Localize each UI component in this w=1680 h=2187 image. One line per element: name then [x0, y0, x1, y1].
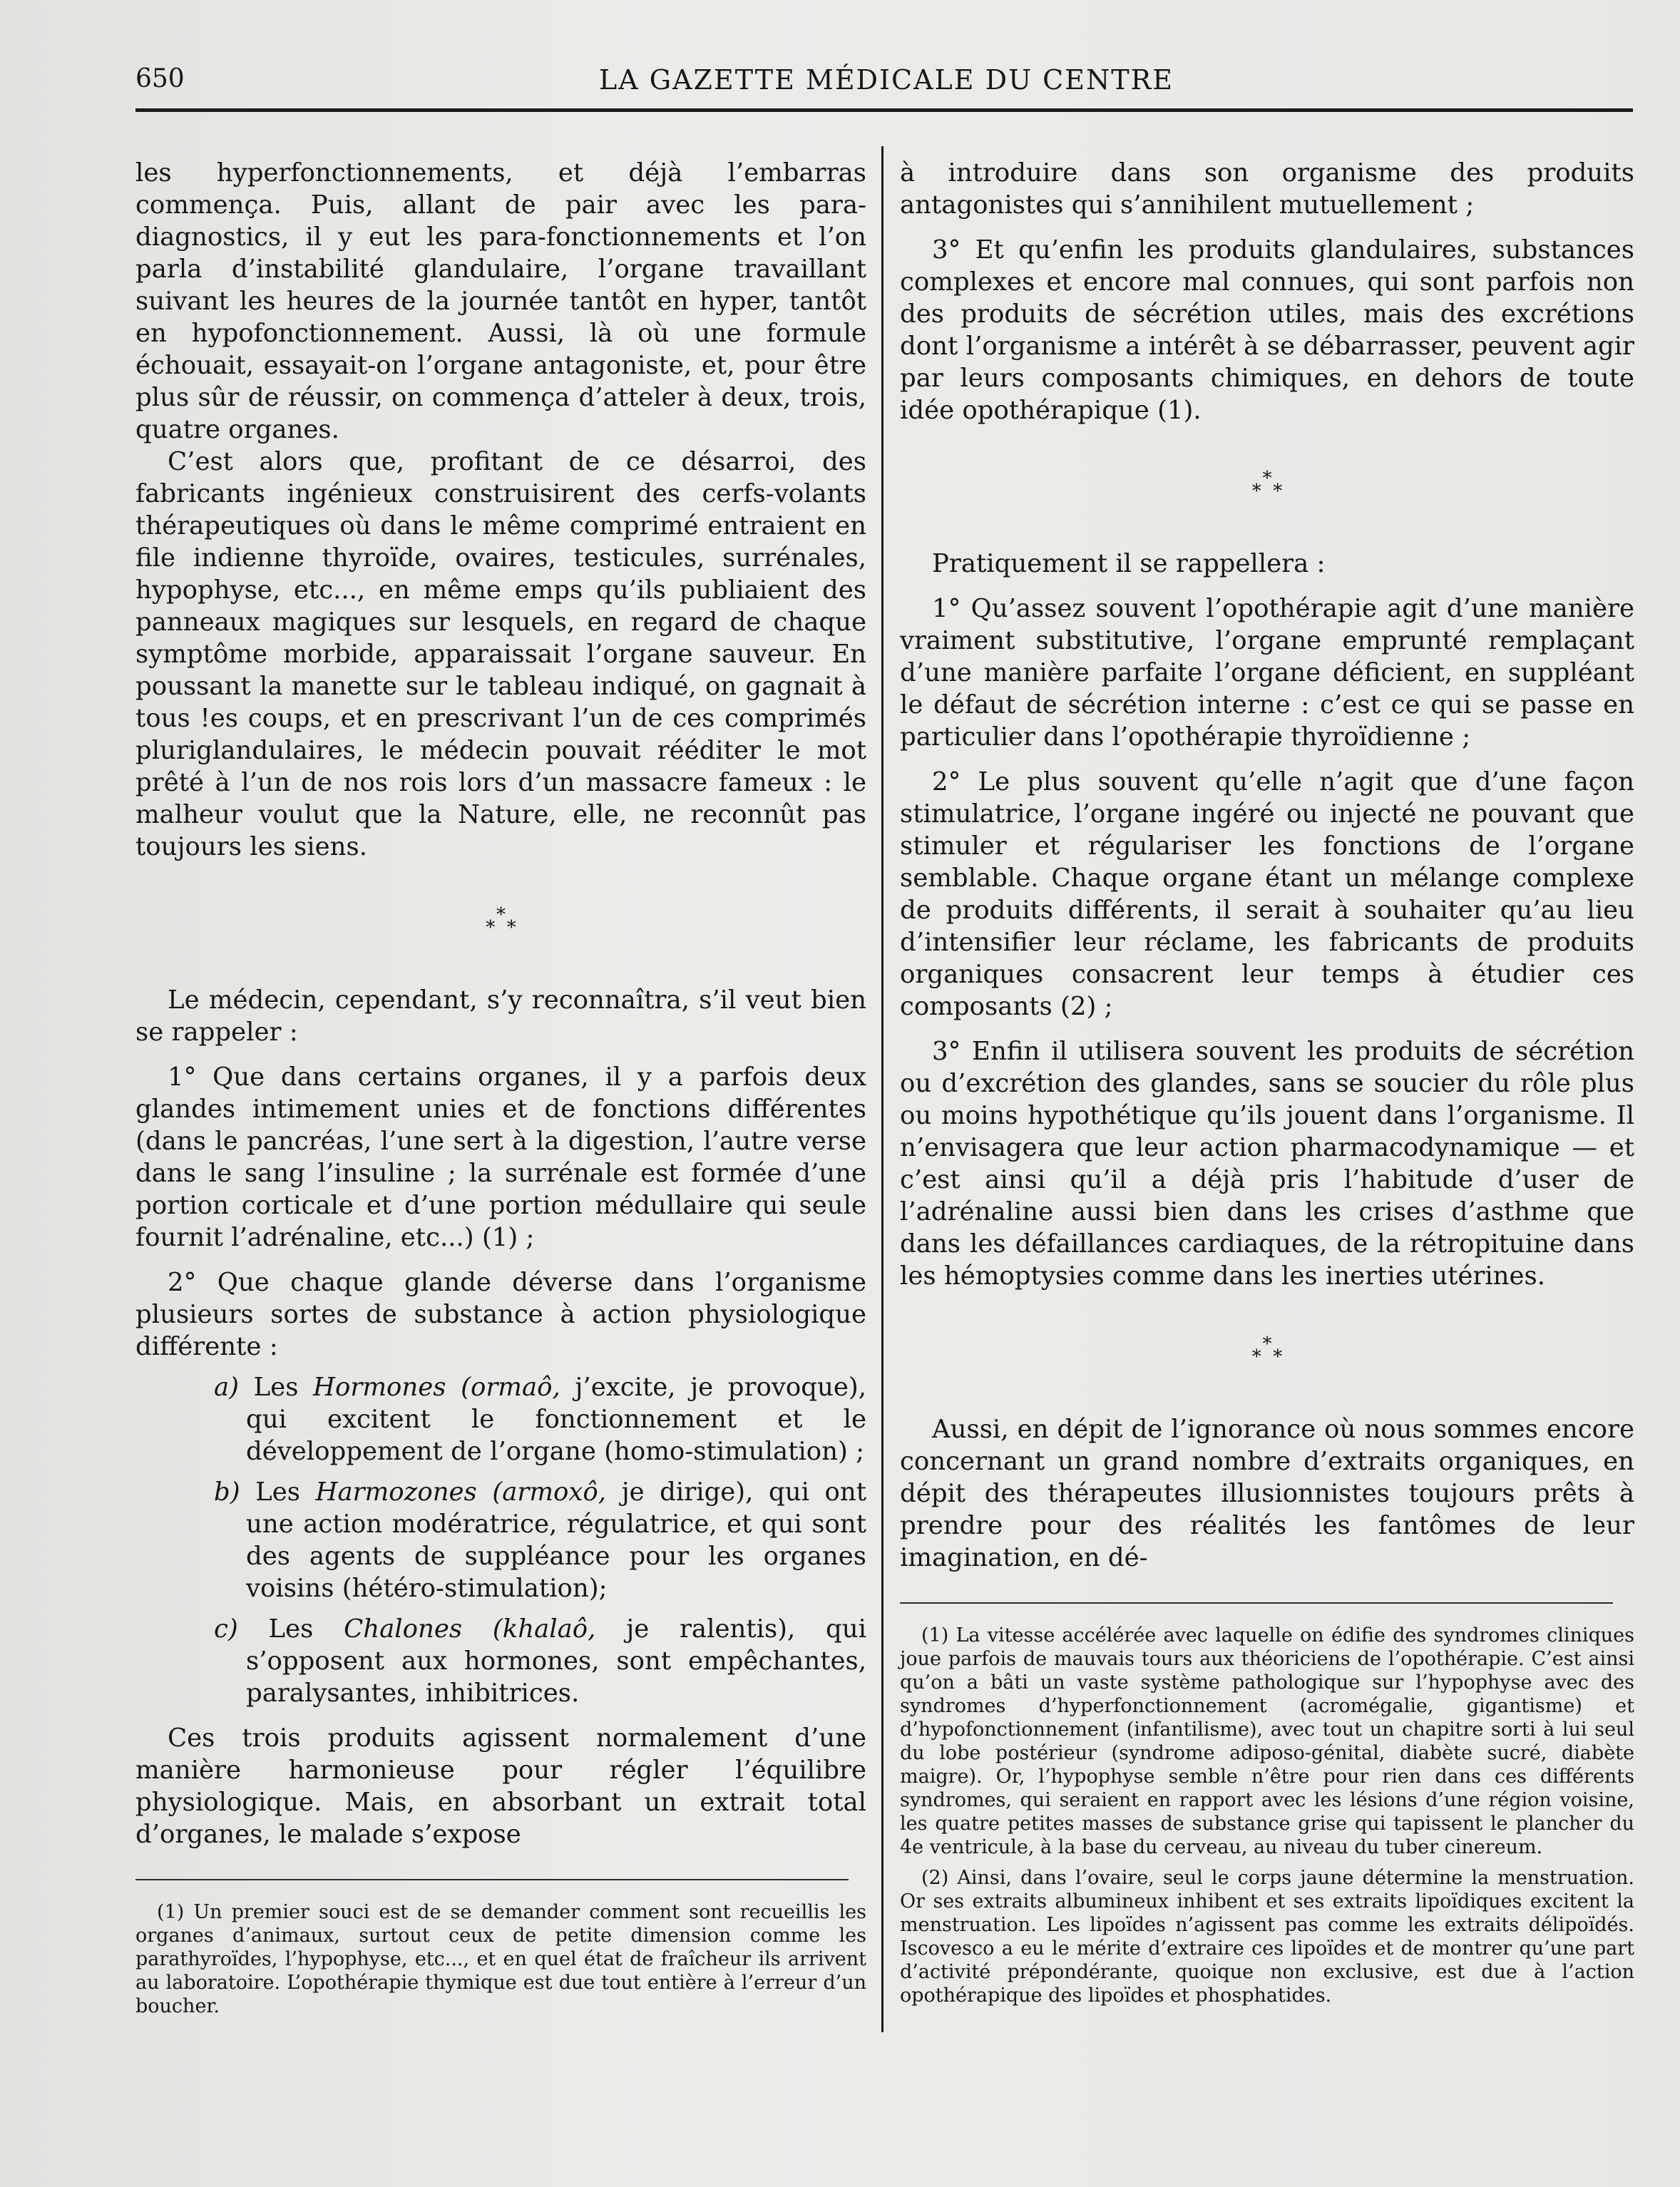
section-separator	[900, 1333, 1634, 1368]
paragraph: C’est alors que, profitant de ce désarroi, des fabricants ingénieux construisirent des cerfs-volants thérapeutiques où dans le même comprimé entraient en file indienne thyroïde, ovaires, testicules, surrénales, hypophyse, etc..., en même emps qu’ils publiaient des panneaux magiques sur lesquels, en regard de chaque symptôme morbide, apparaissait l’organe sauveur. En poussant la manette sur le tableau indiqué, on gagnait à tous !es coups, et en prescrivant l’un de ces comprimés pluriglandulaires, le médecin pouvait rééditer le mot prêté à l’un de nos rois lors d’un massacre fameux : le malheur voulut que la Nature, elle, ne reconnût pas toujours les siens.	[135, 447, 866, 861]
separator-star: *	[1262, 468, 1272, 489]
footnotes	[135, 1900, 866, 2018]
list-item: 2° Que chaque glande déverse dans l’organisme plusieurs sortes de substance à action physiologique différente :	[135, 1268, 866, 1361]
footnote: (2) Ainsi, dans l’ovaire, seul le corps jaune détermine la menstruation. Or ses extraits albumineux inhibent et ses extraits lipoïdiques excitent la menstruation. Les lipoïdes n’agissent pas comme les extraits délipoïdés. Iscovesco a eu le mérite d’extraire ces lipoïdes et de montrer qu’une part d’activité prépondérante, quoique non exclusive, est due à l’action opothérapique des lipoïdes et phosphatides.	[900, 1867, 1634, 2007]
section-separator	[135, 904, 866, 938]
list-item: 3° Et qu’enfin les produits glandulaires, substances complexes et encore mal connues, qui sont parfois non des produits de sécrétion utiles, mais des excrétions dont l’organisme a intérêt à se débarrasser, peuvent agir par leurs composants chimiques, en dehors de toute idée opothérapique (1).	[900, 235, 1634, 425]
right-column	[900, 157, 1634, 2014]
separator-star: *	[496, 904, 506, 926]
footnote-rule	[135, 1879, 849, 1880]
sublist-item-b: b) Les Harmozones (armoxô, je dirige), qui ont une action modératrice, régulatrice, et qui sont des agents de suppléance pour les organes voisins (hétéro-stimulation);	[214, 1477, 866, 1603]
header-rule	[135, 108, 1633, 112]
section-separator	[900, 468, 1634, 502]
list-item: 1° Qu’assez souvent l’opothérapie agit d’une manière vraiment substitutive, l’organe emprunté remplaçant d’une manière parfaite l’organe déficient, en suppléant le défaut de sécrétion interne : c’est ce qui se passe en particulier dans l’opothérapie thyroïdienne ;	[900, 594, 1634, 752]
paragraph: à introduire dans son organisme des produits antagonistes qui s’annihilent mutuellement ;	[900, 158, 1634, 220]
paragraph: Ces trois produits agissent normalement d’une manière harmonieuse pour régler l’équilibre physiologique. Mais, en absorbant un extrait total d’organes, le malade s’expose	[135, 1724, 866, 1849]
separator-star: *	[1262, 1333, 1272, 1355]
page-header	[135, 64, 1633, 100]
footnotes	[900, 1624, 1634, 2007]
column-divider	[881, 146, 883, 2032]
page-number: 650	[135, 64, 185, 93]
running-title: LA GAZETTE MÉDICALE DU CENTRE	[599, 64, 1174, 96]
left-column	[135, 157, 866, 2025]
sublist-item-a: a) Les Hormones (ormaô, j’excite, je provoque), qui excitent le fonctionnement et le développement de l’organe (homo-stimulation) ;	[214, 1373, 867, 1466]
footnote: (1) Un premier souci est de se demander comment sont recueillis les organes d’animaux, surtout ceux de petite dimension comme les parathyroïdes, l’hypophyse, etc..., et en quel état de fraîcheur ils arrivent au laboratoire. L’opothérapie thymique est due tout entière à l’erreur d’un boucher.	[135, 1901, 866, 2017]
footnote-rule	[900, 1602, 1613, 1604]
sublist-item-c: c) Les Chalones (khalaô, je ralentis), qui s’opposent aux hormones, sont empêchantes, paralysantes, inhibitrices.	[214, 1614, 866, 1708]
separator-stars-pair: * *	[486, 917, 516, 938]
paragraph: Pratiquement il se rappellera :	[932, 549, 1326, 578]
list-item: 3° Enfin il utilisera souvent les produits de sécrétion ou d’excrétion des glandes, sans se soucier du rôle plus ou moins hypothétique qu’ils jouent dans l’organisme. Il n’envisagera que leur action pharmacodynamique — et c’est ainsi qu’il a déjà pris l’habitude d’user de l’adrénaline aussi bien dans les crises d’asthme que dans les défaillances cardiaques, de la rétropituine dans les hémoptysies comme dans les inerties utérines.	[900, 1037, 1634, 1291]
paragraph: Le médecin, cependant, s’y reconnaîtra, s’il veut bien se rappeler :	[135, 985, 866, 1047]
paragraph: Aussi, en dépit de l’ignorance où nous sommes encore concernant un grand nombre d’extraits organiques, en dépit des thérapeutes illusionnistes toujours prêts à prendre pour des réalités les fantômes de leur imagination, en dé-	[900, 1415, 1634, 1572]
footnote: (1) La vitesse accélérée avec laquelle on édifie des syndromes cliniques joue parfois de mauvais tours aux théoriciens de l’opothérapie. C’est ainsi qu’on a bâti un vaste système pathologique sur l’hypophyse avec des syndromes d’hyperfonctionnement (acromégalie, gigantisme) et d’hypofonctionnement (infantilisme), avec tout un chapitre sorti à lui seul du lobe postérieur (syndrome adiposo-génital, diabète sucré, diabète maigre). Or, l’hypophyse semble n’être pour rien dans ces différents syndromes, qui seraient en rapport avec les lésions d’une région voisine, les quatre petites masses de substance grise qui tapissent le plancher du 4e ventricule, à la base du cerveau, au niveau du tuber cinereum.	[900, 1624, 1634, 1858]
paragraph: les hyperfonctionnements, et déjà l’embarras commença. Puis, allant de pair avec les para-diagnostics, il y eut les para-fonctionnements et l’on parla d’instabilité glandulaire, l’organe travaillant suivant les heures de la journée tantôt en hyper, tantôt en hypofonctionnement. Aussi, là où une formule échouait, essayait-on l’organe antagoniste, et, pour être plus sûr de réussir, on commença d’atteler à deux, trois, quatre organes.	[135, 158, 866, 444]
separator-stars-pair: * *	[1251, 1346, 1283, 1368]
separator-stars-pair: * *	[1251, 481, 1283, 502]
list-item: 1° Que dans certains organes, il y a parfois deux glandes intimement unies et de fonctions différentes (dans le pancréas, l’une sert à la digestion, l’autre verse dans le sang l’insuline ; la surrénale est formée d’une portion corticale et d’une portion médullaire qui seule fournit l’adrénaline, etc...) (1) ;	[135, 1062, 866, 1252]
list-item: 2° Le plus souvent qu’elle n’agit que d’une façon stimulatrice, l’organe ingéré ou injecté ne pouvant que stimuler et régulariser les fonctions de l’organe semblable. Chaque organe étant un mélange complexe de produits différents, il serait à souhaiter qu’au lieu d’intensifier leur réclame, les fabricants de produits organiques consacrent leur temps à étudier ces composants (2) ;	[900, 767, 1634, 1021]
